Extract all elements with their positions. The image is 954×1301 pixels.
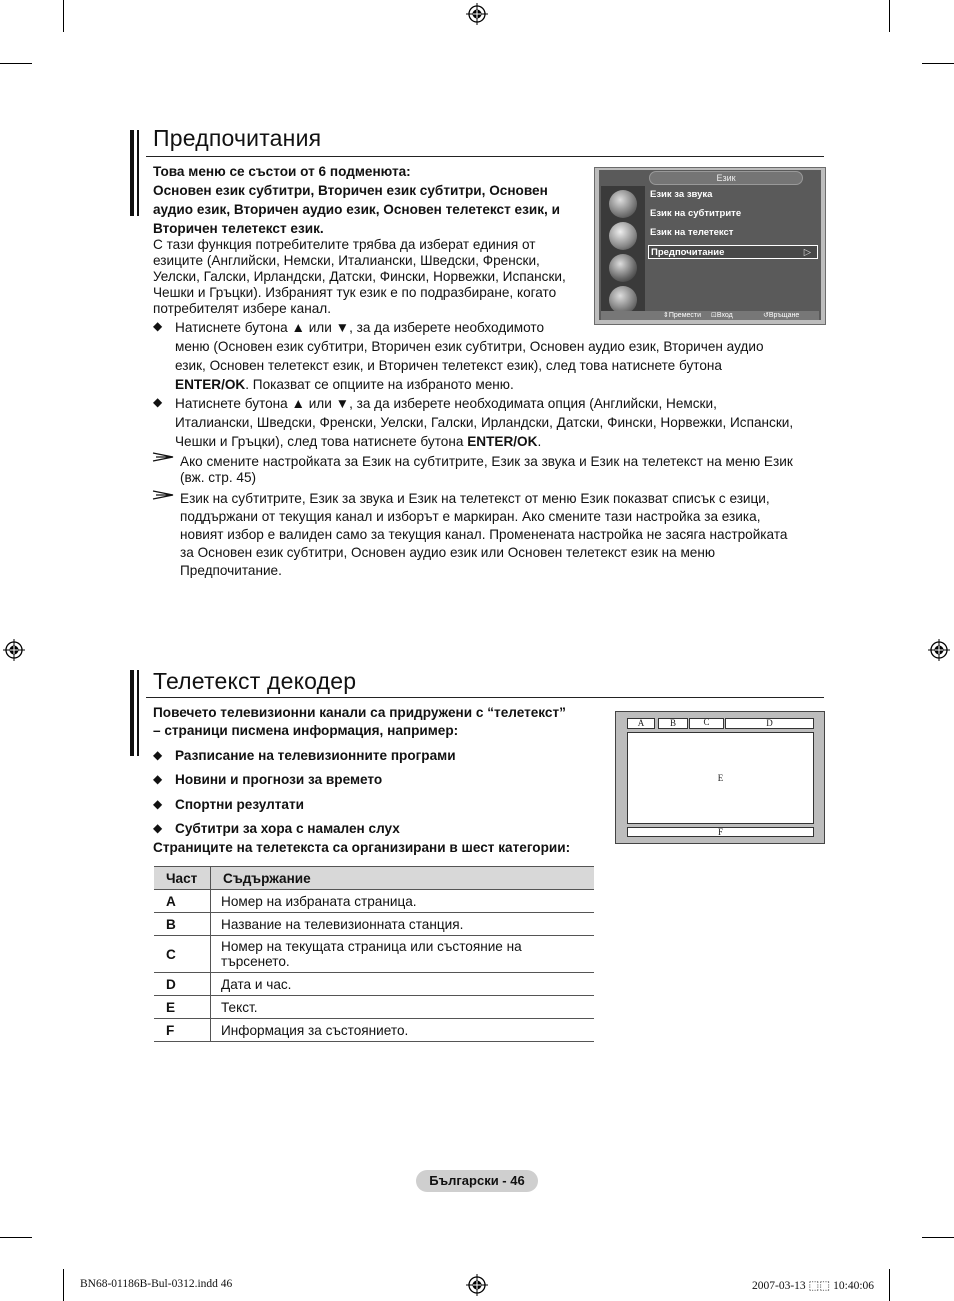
table-cell-value: Информация за състоянието. <box>211 1019 595 1042</box>
teletext-area-c: C <box>689 718 724 729</box>
intro-line: езиците (Английски, Немски, Италиански, Шведски, Френски, <box>153 253 540 268</box>
registration-mark-icon <box>466 3 488 25</box>
crop-mark <box>922 63 954 64</box>
bullet-text: Новини и прогнози за времето <box>175 772 383 787</box>
tv-menu-icon-column <box>601 186 645 312</box>
bullet-diamond-icon: ◆ <box>153 821 163 835</box>
table-cell-value: Название на телевизионната станция. <box>211 913 595 936</box>
tv-menu-item[interactable]: Език на субтитрите <box>650 208 742 219</box>
tv-menu-footer <box>601 311 819 320</box>
channel-icon <box>609 254 637 282</box>
sound-icon <box>609 222 637 250</box>
bullet-diamond-icon: ◆ <box>153 748 163 762</box>
table-cell-value: Номер на текущата страница или състояние на търсенето. <box>211 936 595 973</box>
note-text: поддържани от текущия канал и изборът е маркиран. Ако смените тази настройка за езика, <box>180 509 761 524</box>
section-bar <box>137 670 139 756</box>
title-rule <box>146 697 824 698</box>
bullet-diamond-icon: ◆ <box>153 797 163 811</box>
bullet-diamond-icon: ◆ <box>153 395 163 409</box>
note-arrow-icon <box>152 489 174 501</box>
bullet-text: Италиански, Шведски, Френски, Уелски, Галски, Ирландски, Датски, Фински, Норвежки, Испански, <box>175 415 794 430</box>
teletext-area-e: E <box>627 732 814 824</box>
page-number-badge: Български - 46 <box>416 1170 538 1192</box>
enter-label: Вход <box>716 312 733 319</box>
move-hint: ⇕Премести <box>663 312 702 319</box>
section-bar <box>137 130 139 216</box>
bullet-text-tail: . <box>537 434 542 449</box>
registration-mark-icon <box>3 639 25 661</box>
table-row <box>154 996 594 1019</box>
table-cell-key: C <box>154 936 211 973</box>
table-row <box>154 1019 594 1042</box>
move-label: Премести <box>668 312 702 319</box>
tv-menu-item[interactable]: Език за звука <box>650 189 713 200</box>
bullet-text: Натиснете бутона ▲ или ▼, за да изберете необходимото <box>175 320 545 335</box>
tv-menu-item[interactable]: Език на телетекст <box>650 227 734 238</box>
table-cell-value: Дата и час. <box>211 973 595 996</box>
crop-mark <box>922 1237 954 1238</box>
column-header-content: Съдържание <box>211 867 595 890</box>
registration-mark-icon <box>466 1274 488 1296</box>
crop-mark <box>889 1269 890 1301</box>
teletext-diagram <box>615 711 825 844</box>
tv-menu-screenshot <box>594 167 826 325</box>
crop-mark <box>889 0 890 32</box>
table-cell-key: E <box>154 996 211 1019</box>
bullet-text: Натиснете бутона ▲ или ▼, за да изберете необходимата опция (Английски, Немски, <box>175 396 717 411</box>
crop-mark <box>63 1269 64 1301</box>
bullet-text-line: Чешки и Гръцки), след това натиснете бутона <box>175 434 468 449</box>
back-label: Връщане <box>768 312 800 319</box>
tv-menu-title: Език <box>649 171 803 185</box>
teletext-area-a: A <box>627 718 655 729</box>
teletext-area-b: B <box>658 718 688 729</box>
enter-hint: ⊡Вход <box>711 312 733 319</box>
table-row <box>154 890 594 913</box>
chevron-right-icon: ▷ <box>803 247 811 258</box>
intro-bold-line: Основен език субтитри, Вторичен език субтитри, Основен <box>153 183 548 198</box>
table-cell-key: A <box>154 890 211 913</box>
bullet-text: език, Основен телетекст език, и Вторичен телетекст език), след това натиснете бутона <box>175 358 722 373</box>
teletext-area-d: D <box>725 718 814 729</box>
tv-menu-item-selected[interactable] <box>648 245 818 259</box>
teletext-parts-table <box>154 866 594 1042</box>
intro-bold-line: – страници писмена информация, например: <box>153 723 459 738</box>
section-title: Предпочитания <box>153 125 322 151</box>
bullet-diamond-icon: ◆ <box>153 772 163 786</box>
tv-menu-item-label: Предпочитание <box>651 247 725 258</box>
tv-menu-panel <box>599 170 821 320</box>
bullet-text: Субтитри за хора с намален слух <box>175 821 400 836</box>
bullet-text <box>175 433 541 450</box>
table-cell-value: Номер на избраната страница. <box>211 890 595 913</box>
intro-bold-line: Това меню се състои от 6 подменюта: <box>153 164 411 179</box>
picture-icon <box>609 190 637 218</box>
file-slug: BN68-01186B-Bul-0312.indd 46 <box>80 1278 233 1290</box>
crop-mark <box>0 1237 32 1238</box>
table-cell-value: Текст. <box>211 996 595 1019</box>
note-text: Ако смените настройката за Език на субтитрите, Език за звука и Език на телетекст на меню Език <box>180 454 793 469</box>
back-hint: ↺Връщане <box>763 312 800 319</box>
bullet-text <box>175 376 514 393</box>
outro-bold-line: Страниците на телетекста са организирани в шест категории: <box>153 840 571 855</box>
registration-mark-icon <box>928 639 950 661</box>
table-cell-key: B <box>154 913 211 936</box>
table-header-row <box>154 867 594 890</box>
bullet-text: Разписание на телевизионните програми <box>175 748 456 763</box>
bullet-diamond-icon: ◆ <box>153 319 163 333</box>
crop-mark <box>0 63 32 64</box>
table-row <box>154 913 594 936</box>
note-text: Език на субтитрите, Език за звука и Език на телетекст от меню Език показват списък с езици, <box>180 491 770 506</box>
intro-bold-line: Повечето телевизионни канали са придружени с “телетекст” <box>153 705 566 720</box>
enter-ok-label: ENTER/OK <box>175 377 246 392</box>
intro-line: потребителят избере канал. <box>153 301 332 316</box>
intro-bold-line: Вторичен телетекст език. <box>153 221 324 236</box>
section-title: Телетекст декодер <box>153 668 357 694</box>
section-bar <box>130 670 134 756</box>
bullet-text-tail: . Показват се опциите на избраното меню. <box>245 377 514 392</box>
bullet-text: меню (Основен език субтитри, Вторичен език субтитри, Основен аудио език, Вторичен аудио <box>175 339 764 354</box>
note-text: Предпочитание. <box>180 563 282 578</box>
teletext-area-f: F <box>627 827 814 837</box>
crop-mark <box>63 0 64 32</box>
bullet-text: Спортни резултати <box>175 797 304 812</box>
note-text: за Основен език субтитри, Основен аудио език или Основен телетекст език на меню <box>180 545 716 560</box>
title-rule <box>146 156 824 157</box>
enter-ok-label: ENTER/OK <box>467 434 538 449</box>
note-text: (вж. стр. 45) <box>180 470 257 485</box>
table-cell-key: D <box>154 973 211 996</box>
table-row <box>154 973 594 996</box>
note-text: новият избор е валиден само за текущия канал. Променената настройка не засяга настройката <box>180 527 788 542</box>
intro-line: С тази функция потребителите трябва да изберат единия от <box>153 237 536 252</box>
setup-icon <box>609 286 637 314</box>
note-arrow-icon <box>152 451 174 463</box>
intro-bold-line: аудио език, Вторичен аудио език, Основен телетекст език, и <box>153 202 560 217</box>
table-row <box>154 936 594 973</box>
date-slug: 2007-03-13 ⬚⬚ 10:40:06 <box>752 1280 875 1292</box>
section-bar <box>130 130 134 216</box>
table-cell-key: F <box>154 1019 211 1042</box>
intro-line: Чешки и Гръцки). Избраният тук език е по подразбиране, когато <box>153 285 557 300</box>
column-header-part: Част <box>154 867 211 890</box>
intro-line: Уелски, Галски, Ирландски, Датски, Фински, Норвежки, Испански, <box>153 269 566 284</box>
